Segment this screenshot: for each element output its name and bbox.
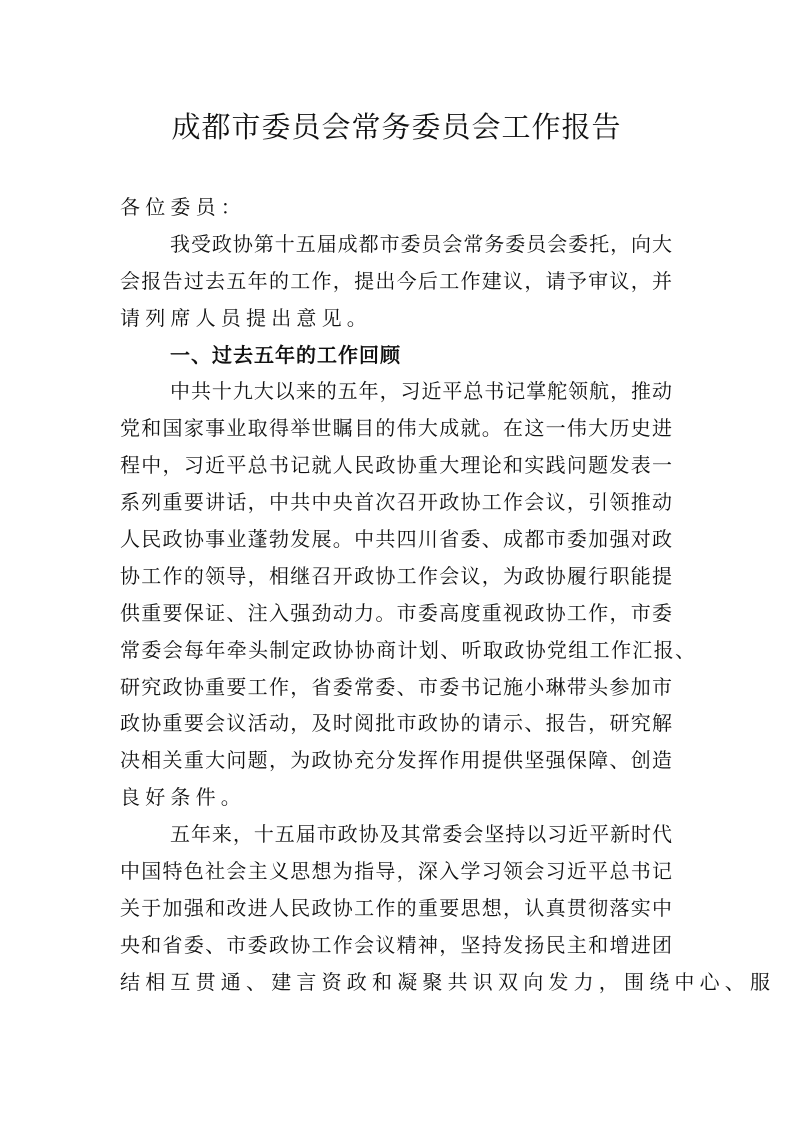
text-line: 会报告过去五年的工作，提出今后工作建议，请予审议，并 [120,268,672,293]
text-line: 人民政协事业蓬勃发展。中共四川省委、成都市委加强对政 [120,527,672,552]
paragraph [120,816,776,1000]
text-line: 我受政协第十五届成都市委员会常务委员会委托，向大 [170,231,672,256]
paragraph [120,226,672,337]
text-line: 中国特色社会主义思想为指导，深入学习领会习近平总书记 [120,859,672,884]
text-line: 结相互贯通、建言资政和凝聚共识双向发力，围绕中心、服 [120,969,776,994]
text-line: 政协重要会议活动，及时阅批市政协的请示、报告，研究解 [120,711,672,736]
text-line: 中共十九大以来的五年，习近平总书记掌舵领航，推动 [170,379,672,404]
text-line: 关于加强和改进人民政协工作的重要思想，认真贯彻落实中 [120,895,672,920]
text-line: 程中，习近平总书记就人民政协重大理论和实践问题发表一 [120,453,672,478]
section-heading [120,337,672,374]
paragraph [120,373,695,816]
text-line: 央和省委、市委政协工作会议精神，坚持发扬民主和增进团 [120,932,672,957]
text-line: 党和国家事业取得举世瞩目的伟大成就。在这一伟大历史进 [120,416,672,441]
text-line: 研究政协重要工作，省委常委、市委书记施小琳带头参加市 [120,674,672,699]
text-line: 良好条件。 [120,785,246,810]
document-body [120,189,776,1001]
text-line: 供重要保证、注入强劲动力。市委高度重视政协工作，市委 [120,600,672,625]
text-line: 决相关重大问题，为政协充分发挥作用提供坚强保障、创造 [120,748,672,773]
salutation: 各位委员： [120,195,246,219]
text-line: 系列重要讲话，中共中央首次召开政协工作会议，引领推动 [120,490,672,515]
heading-text: 一、过去五年的工作回顾 [170,342,401,367]
document-title: 成都市委员会常务委员会工作报告 [171,110,622,144]
text-line: 常委会每年牵头制定政协协商计划、听取政协党组工作汇报、 [120,637,695,662]
text-line: 协工作的领导，相继召开政协工作会议，为政协履行职能提 [120,563,672,588]
text-line: 请列席人员提出意见。 [120,305,372,330]
text-line: 五年来，十五届市政协及其常委会坚持以习近平新时代 [170,822,672,847]
